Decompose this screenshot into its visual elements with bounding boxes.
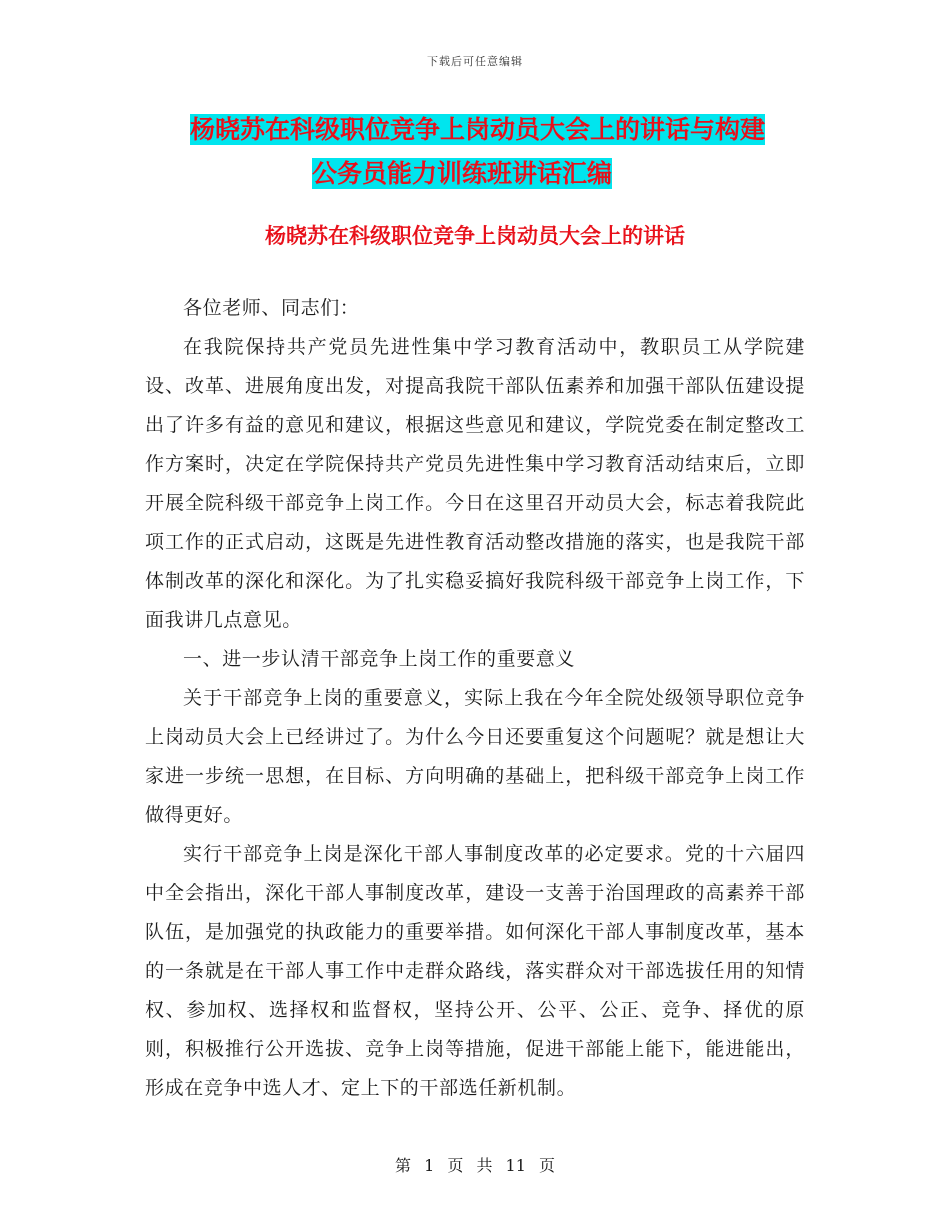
title-highlight-1: 杨晓苏在科级职位竞争上岗动员大会上的讲话与构建 bbox=[190, 115, 766, 144]
section-title: 杨晓苏在科级职位竞争上岗动员大会上的讲话 bbox=[265, 224, 685, 248]
body-paragraph: 在我院保持共产党员先进性集中学习教育活动中，教职员工从学院建设、改革、进展角度出发，对提高我院干部队伍素养和加强干部队伍建设提出了许多有益的意见和建议，根据这些意见和建议，学院党委在制定整改工作方案时，决定在学院保持共产党员先进性集中学习教育活动结束后，立即开展全院科级干部竞争上岗工作。今日在这里召开动员大会，标志着我院此项工作的正式启动，这既是先进性教育活动整改措施的落实，也是我院干部体制改革的深化和深化。为了扎实稳妥搞好我院科级干部竞争上岗工作，下面我讲几点意见。 bbox=[145, 336, 805, 631]
page-number-footer: 第 1 页 共 11 页 bbox=[395, 1156, 555, 1175]
document-title-line-2 bbox=[190, 152, 810, 196]
header-note: 下载后可任意编辑 bbox=[427, 55, 523, 68]
document-title-line-1 bbox=[190, 108, 810, 152]
title-highlight-2: 公务员能力训练班讲话汇编 bbox=[312, 159, 613, 188]
section-heading-paragraph: 一、进一步认清干部竞争上岗工作的重要意义 bbox=[183, 648, 576, 670]
salutation-paragraph: 各位老师、同志们： bbox=[183, 297, 360, 319]
document-body bbox=[145, 289, 805, 1108]
body-paragraph: 实行干部竞争上岗是深化干部人事制度改革的必定要求。党的十六届四中全会指出，深化干部人事制度改革，建设一支善于治国理政的高素养干部队伍，是加强党的执政能力的重要举措。如何深化干部人事制度改革，基本的一条就是在干部人事工作中走群众路线，落实群众对干部选拔任用的知情权、参加权、选择权和监督权，坚持公开、公平、公正、竞争、择优的原则，积极推行公开选拔、竞争上岗等措施，促进干部能上能下，能进能出，形成在竞争中选人才、定上下的干部选任新机制。 bbox=[145, 843, 805, 1099]
body-paragraph: 关于干部竞争上岗的重要意义，实际上我在今年全院处级领导职位竞争上岗动员大会上已经讲过了。为什么今日还要重复这个问题呢？就是想让大家进一步统一思想，在目标、方向明确的基础上，把科级干部竞争上岗工作做得更好。 bbox=[145, 687, 805, 826]
document-title bbox=[190, 108, 810, 196]
